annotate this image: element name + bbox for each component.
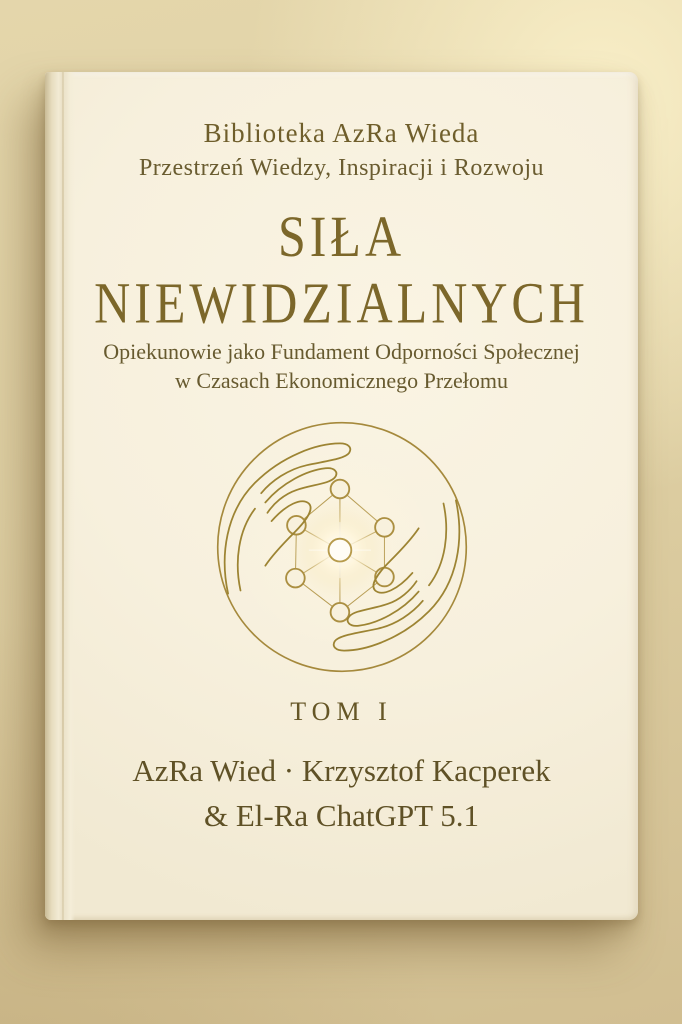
network-center-node [329, 539, 352, 562]
network-node [331, 603, 350, 622]
publisher-tagline: Przestrzeń Wiedzy, Inspiracji i Rozwoju [138, 155, 545, 181]
network-node [287, 516, 306, 535]
book-title [45, 204, 638, 336]
book-cover [45, 72, 638, 920]
network-node [286, 569, 305, 588]
publisher-line: Biblioteka AzRa Wieda [203, 118, 480, 148]
network-node [375, 518, 394, 537]
book-subtitle-line1: Opiekunowie jako Fundament Odporności Społecznej [103, 339, 580, 364]
network-node [375, 568, 394, 587]
authors-line1: AzRa Wied · Krzysztof Kacperek [132, 753, 551, 788]
book-subtitle [45, 337, 638, 395]
book-subtitle-line2: w Czasach Ekonomicznego Przełomu [175, 368, 508, 393]
book-title-line2: NIEWIDZIALNYCH [94, 270, 589, 336]
book-title-line1: SIŁA [277, 204, 406, 269]
hands-encircling-network-icon [197, 402, 487, 692]
authors-line2: & El-Ra ChatGPT 5.1 [204, 798, 479, 833]
authors-line [45, 748, 638, 838]
volume-label: TOM I [290, 697, 393, 726]
network-node [331, 480, 350, 499]
